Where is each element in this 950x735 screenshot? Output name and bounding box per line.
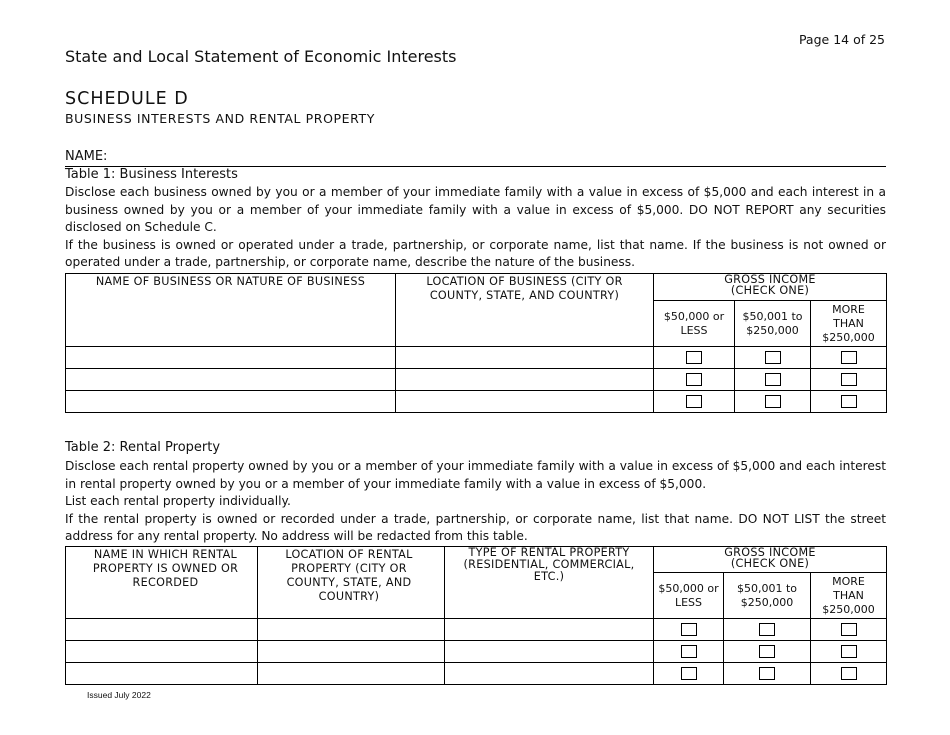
income-high-checkbox[interactable]	[841, 395, 857, 408]
table-row	[66, 619, 887, 641]
income-option-low: $50,000 or LESS	[654, 573, 724, 619]
income-high-cell	[811, 619, 887, 641]
income-low-cell	[654, 641, 724, 663]
income-high-checkbox[interactable]	[841, 623, 857, 636]
income-low-checkbox[interactable]	[686, 395, 702, 408]
income-low-checkbox[interactable]	[681, 645, 697, 658]
income-low-checkbox[interactable]	[686, 351, 702, 364]
income-mid-cell	[735, 369, 811, 391]
page-number: Page 14 of 25	[798, 32, 885, 47]
col-header-rental-type: TYPE OF RENTAL PROPERTY (RESIDENTIAL, COMMERCIAL, ETC.)	[445, 547, 654, 619]
rental-location-cell[interactable]	[258, 619, 445, 641]
income-mid-checkbox[interactable]	[759, 623, 775, 636]
income-low-cell	[654, 391, 735, 413]
income-high-checkbox[interactable]	[841, 373, 857, 386]
table-row	[66, 347, 887, 369]
table2-paragraph-1: Disclose each rental property owned by you or a member of your immediate family with a value in excess of $5,000 and each interest in rental property owned by you or a member of your immediate family with a value in excess of $5,000.	[65, 459, 886, 491]
rental-location-cell[interactable]	[258, 641, 445, 663]
income-mid-checkbox[interactable]	[759, 645, 775, 658]
income-option-high: MORE THAN $250,000	[811, 301, 887, 347]
income-high-cell	[811, 347, 887, 369]
income-high-checkbox[interactable]	[841, 645, 857, 658]
income-mid-checkbox[interactable]	[759, 667, 775, 680]
rental-property-table	[65, 546, 887, 685]
income-low-cell	[654, 663, 724, 685]
col-header-owner-name: NAME IN WHICH RENTAL PROPERTY IS OWNED OR RECORDED	[66, 547, 258, 619]
table1-paragraph-1: Disclose each business owned by you or a member of your immediate family with a value in excess of $5,000 and each interest in a business owned by you or a member of your immediate family with a value in excess of $5,000. DO NOT REPORT any securities disclosed on Schedule C.	[65, 185, 886, 234]
table2-instructions	[65, 458, 886, 546]
issued-date: Issued July 2022	[87, 690, 151, 700]
table-row	[66, 641, 887, 663]
table1-paragraph-2: If the business is owned or operated under a trade, partnership, or corporate name, list that name. If the business is not owned or operated under a trade, partnership, or corporate name, describe the nature of the business.	[65, 237, 886, 269]
table-row	[66, 391, 887, 413]
table2-paragraph-2: List each rental property individually.	[65, 494, 291, 508]
income-high-checkbox[interactable]	[841, 667, 857, 680]
income-low-checkbox[interactable]	[681, 667, 697, 680]
income-option-mid: $50,001 to $250,000	[735, 301, 811, 347]
table-row	[66, 663, 887, 685]
income-option-high: MORE THAN $250,000	[811, 573, 887, 619]
table-row	[66, 369, 887, 391]
income-mid-checkbox[interactable]	[765, 373, 781, 386]
owner-name-cell[interactable]	[66, 641, 258, 663]
income-mid-cell	[724, 663, 811, 685]
income-mid-checkbox[interactable]	[765, 351, 781, 364]
table2-paragraph-3: If the rental property is owned or recorded under a trade, partnership, or corporate name, list that name. DO NOT LIST the street address for any rental property. No address will be redacted from this table.	[65, 511, 886, 543]
income-mid-cell	[724, 619, 811, 641]
document-title: State and Local Statement of Economic Interests	[65, 47, 457, 66]
owner-name-cell[interactable]	[66, 619, 258, 641]
business-location-cell[interactable]	[396, 369, 654, 391]
income-high-checkbox[interactable]	[841, 351, 857, 364]
income-mid-cell	[735, 391, 811, 413]
income-mid-cell	[724, 641, 811, 663]
schedule-subtitle: BUSINESS INTERESTS AND RENTAL PROPERTY	[65, 111, 376, 126]
income-high-cell	[811, 663, 887, 685]
rental-type-cell[interactable]	[445, 641, 654, 663]
col-header-rental-location: LOCATION OF RENTAL PROPERTY (CITY OR COUNTY, STATE, AND COUNTRY)	[258, 547, 445, 619]
income-option-low: $50,000 or LESS	[654, 301, 735, 347]
business-name-cell[interactable]	[66, 347, 396, 369]
business-location-cell[interactable]	[396, 347, 654, 369]
schedule-title: SCHEDULE D	[65, 89, 189, 109]
income-mid-cell	[735, 347, 811, 369]
income-high-cell	[811, 391, 887, 413]
income-low-cell	[654, 369, 735, 391]
owner-name-cell[interactable]	[66, 663, 258, 685]
col-header-gross-income: GROSS INCOME (CHECK ONE)	[654, 547, 887, 573]
income-low-cell	[654, 347, 735, 369]
rental-type-cell[interactable]	[445, 663, 654, 685]
business-name-cell[interactable]	[66, 391, 396, 413]
name-label: NAME:	[65, 149, 108, 164]
table1-instructions	[65, 184, 886, 272]
income-low-checkbox[interactable]	[686, 373, 702, 386]
income-low-cell	[654, 619, 724, 641]
income-high-cell	[811, 641, 887, 663]
col-header-gross-income: GROSS INCOME (CHECK ONE)	[654, 274, 887, 301]
table2-heading: Table 2: Rental Property	[65, 440, 221, 455]
table1-heading: Table 1: Business Interests	[65, 167, 238, 182]
income-low-checkbox[interactable]	[681, 623, 697, 636]
col-header-business-name: NAME OF BUSINESS OR NATURE OF BUSINESS	[66, 274, 396, 347]
rental-location-cell[interactable]	[258, 663, 445, 685]
income-mid-checkbox[interactable]	[765, 395, 781, 408]
business-interests-table	[65, 273, 887, 413]
business-location-cell[interactable]	[396, 391, 654, 413]
income-option-mid: $50,001 to $250,000	[724, 573, 811, 619]
business-name-cell[interactable]	[66, 369, 396, 391]
rental-type-cell[interactable]	[445, 619, 654, 641]
income-high-cell	[811, 369, 887, 391]
col-header-business-location: LOCATION OF BUSINESS (CITY OR COUNTY, STATE, AND COUNTRY)	[396, 274, 654, 347]
